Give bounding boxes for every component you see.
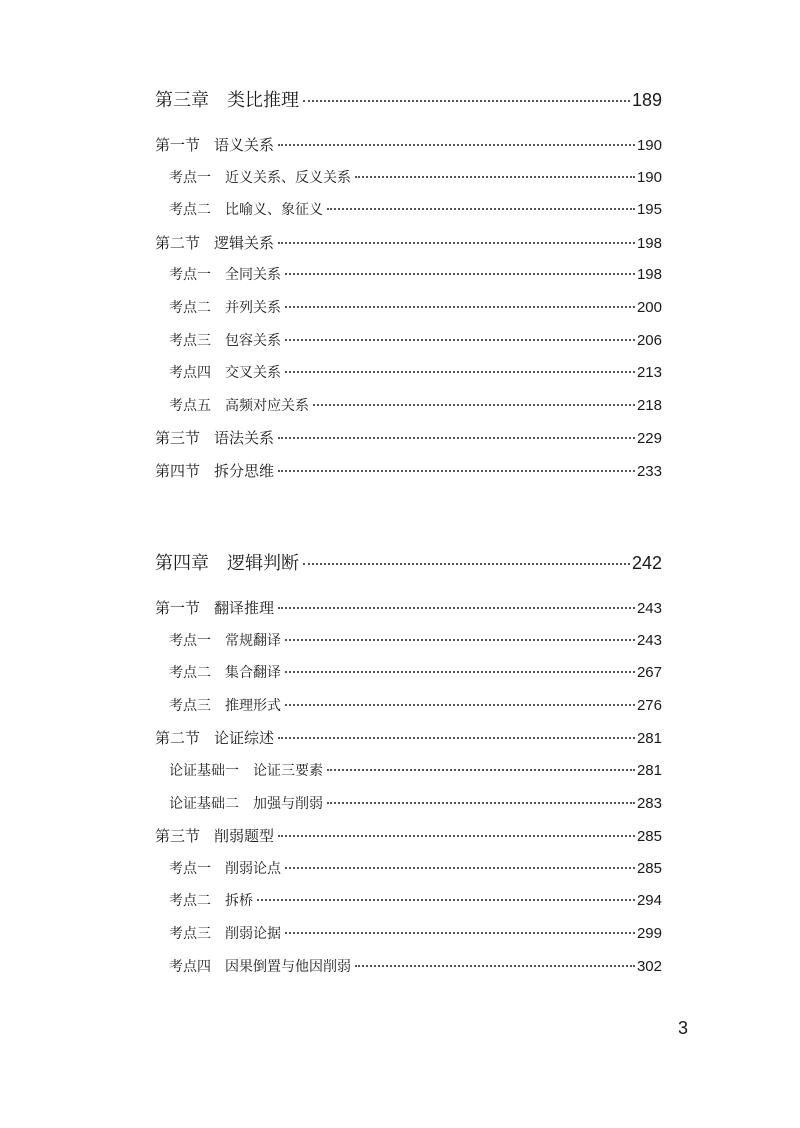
toc-entry-page: 200 — [636, 299, 662, 316]
toc-entry-label — [169, 793, 323, 813]
toc-entry-page: 243 — [636, 600, 662, 617]
toc-entry-title: 近义关系、反义关系 — [225, 169, 351, 186]
toc-entry-code: 考点一 — [169, 267, 211, 284]
toc-entry-code: 第三章 — [155, 90, 209, 111]
toc-point[interactable] — [155, 890, 662, 910]
toc-entry-label — [155, 232, 274, 253]
dot-leader — [355, 176, 635, 178]
toc-entry-page: 198 — [636, 234, 662, 252]
toc-chapter[interactable] — [155, 549, 662, 575]
toc-entry-title: 论证三要素 — [253, 763, 323, 779]
toc-entry-code: 第一节 — [155, 599, 201, 617]
toc-entry-code: 考点三 — [169, 332, 211, 349]
toc-entry-label — [169, 395, 309, 415]
toc-entry-title: 语法关系 — [214, 429, 275, 448]
toc-entry-code: 论证基础二 — [169, 795, 239, 812]
toc-point[interactable] — [155, 695, 662, 715]
toc-entry-code: 第二节 — [155, 729, 201, 748]
toc-entry-label — [169, 956, 351, 976]
toc-entry-label — [169, 199, 323, 219]
toc-entry-page: 243 — [636, 631, 662, 649]
dot-leader — [285, 306, 635, 308]
toc-entry-page: 190 — [636, 168, 662, 186]
toc-entry-code: 第四节 — [155, 462, 201, 480]
toc-point[interactable] — [155, 956, 662, 976]
toc-entry-page: 294 — [636, 892, 662, 910]
toc-entry-page: 302 — [636, 957, 662, 975]
toc-entry-page: 283 — [636, 794, 662, 812]
toc-entry-title: 集合翻译 — [225, 665, 281, 682]
toc-entry-label — [169, 167, 351, 187]
dot-leader — [327, 769, 635, 771]
dot-leader — [278, 437, 635, 439]
toc-entry-page: 281 — [636, 762, 662, 779]
toc-entry-page: 299 — [636, 925, 662, 942]
toc-entry-code: 第三节 — [155, 827, 201, 846]
dot-leader — [355, 965, 635, 967]
toc-entry-page: 276 — [636, 696, 662, 714]
toc-entry-label — [155, 825, 274, 846]
toc-section[interactable] — [155, 727, 662, 748]
toc-entry-title: 全同关系 — [225, 267, 281, 284]
toc-entry-label — [169, 630, 281, 650]
toc-point[interactable] — [155, 793, 662, 813]
toc-entry-page: 218 — [636, 396, 662, 414]
toc-entry-label — [169, 695, 281, 715]
toc-entry-title: 常规翻译 — [225, 632, 281, 649]
toc-entry-title: 推理形式 — [225, 697, 281, 714]
toc-entry-page: 229 — [636, 430, 662, 448]
toc-entry-code: 第一节 — [155, 136, 201, 154]
dot-leader — [278, 737, 635, 739]
toc-entry-code: 第三节 — [155, 429, 201, 448]
toc-section[interactable] — [155, 825, 662, 846]
toc-entry-page: 206 — [636, 331, 662, 349]
toc-entry-code: 考点五 — [169, 397, 211, 414]
toc-entry-code: 考点四 — [169, 365, 211, 382]
toc-point[interactable] — [155, 297, 662, 317]
toc-entry-code: 考点一 — [169, 860, 211, 877]
toc-point[interactable] — [155, 362, 662, 382]
toc-entry-page: 267 — [636, 664, 662, 682]
toc-entry-code: 考点二 — [169, 202, 211, 219]
toc-entry-code: 考点三 — [169, 926, 211, 942]
dot-leader — [303, 100, 630, 102]
toc-entry-title: 拆桥 — [225, 893, 253, 910]
toc-entry-label — [169, 330, 281, 350]
dot-leader — [278, 835, 635, 837]
toc-entry-code: 考点一 — [169, 169, 211, 186]
toc-entry-title: 语义关系 — [214, 136, 275, 154]
toc-entry-code: 考点二 — [169, 893, 211, 910]
toc-entry-label — [169, 662, 281, 682]
toc-entry-page: 281 — [636, 730, 662, 748]
toc-section[interactable] — [155, 134, 662, 155]
dot-leader — [285, 671, 635, 673]
toc-entry-code: 考点一 — [169, 632, 211, 649]
toc-entry-page: 198 — [636, 266, 662, 284]
dot-leader — [278, 607, 635, 609]
toc-entry-label — [155, 134, 274, 155]
toc-entry-label — [169, 760, 323, 780]
toc-entry-title: 加强与削弱 — [253, 795, 323, 812]
toc-entry-title: 削弱论据 — [225, 926, 281, 942]
toc-entry-title: 比喻义、象征义 — [225, 202, 323, 219]
toc-point[interactable] — [155, 630, 662, 650]
dot-leader — [327, 802, 635, 804]
dot-leader — [257, 899, 635, 901]
toc-entry-page: 242 — [631, 553, 662, 573]
toc-entry-label — [169, 923, 281, 943]
toc-entry-label — [155, 727, 274, 748]
toc-entry-label — [155, 427, 274, 448]
dot-leader — [285, 639, 635, 641]
toc-section[interactable] — [155, 427, 662, 448]
dot-leader — [285, 371, 635, 373]
toc-entry-code: 考点三 — [169, 697, 211, 714]
toc-entry-code: 考点四 — [169, 958, 211, 975]
toc-point[interactable] — [155, 199, 662, 219]
dot-leader — [285, 932, 635, 934]
toc-entry-label — [169, 297, 281, 317]
toc-chapter[interactable] — [155, 86, 662, 112]
toc-entry-title: 削弱论点 — [225, 860, 281, 877]
toc-entry-page: 285 — [636, 828, 662, 846]
dot-leader — [278, 470, 635, 472]
toc-entry-title: 翻译推理 — [214, 599, 275, 617]
toc-entry-title: 因果倒置与他因削弱 — [225, 958, 351, 975]
toc-entry-page: 285 — [636, 859, 662, 877]
dot-leader — [285, 339, 635, 341]
toc-entry-page: 233 — [636, 463, 662, 480]
dot-leader — [313, 404, 635, 406]
toc-point[interactable] — [155, 264, 662, 284]
toc-point[interactable] — [155, 662, 662, 682]
dot-leader — [285, 704, 635, 706]
toc-entry-page: 195 — [636, 201, 662, 219]
toc-entry-title: 逻辑关系 — [214, 233, 275, 252]
toc-entry-code: 第四章 — [155, 553, 209, 574]
toc-entry-page: 189 — [631, 90, 662, 110]
toc-entry-label — [169, 890, 253, 910]
toc-point[interactable] — [155, 395, 662, 415]
dot-leader — [278, 242, 635, 244]
toc-entry-label — [155, 597, 274, 618]
toc-entry-page: 190 — [636, 137, 662, 154]
dot-leader — [285, 867, 635, 869]
toc-entry-title: 类比推理 — [227, 90, 299, 111]
toc-entry-code: 论证基础一 — [169, 763, 239, 779]
toc-entry-title: 论证综述 — [214, 729, 275, 748]
toc-entry-title: 交叉关系 — [225, 365, 281, 382]
toc-point[interactable] — [155, 858, 662, 878]
dot-leader — [303, 563, 630, 565]
toc-entry-code: 考点二 — [169, 300, 211, 316]
page-number: 3 — [678, 1018, 689, 1038]
dot-leader — [327, 208, 635, 210]
toc-point[interactable] — [155, 167, 662, 187]
toc-entry-label — [169, 858, 281, 878]
toc-entry-title: 拆分思维 — [214, 462, 275, 480]
toc-point[interactable] — [155, 760, 662, 780]
toc-entry-code: 考点二 — [169, 665, 211, 682]
toc-entry-page: 213 — [636, 364, 662, 382]
toc-entry-label — [155, 86, 299, 112]
toc-section[interactable] — [155, 460, 662, 481]
toc-section[interactable] — [155, 597, 662, 618]
toc-entry-title: 包容关系 — [225, 332, 281, 349]
toc-entry-title: 逻辑判断 — [227, 553, 299, 574]
toc-entry-label — [169, 362, 281, 382]
dot-leader — [285, 273, 635, 275]
toc-entry-label — [155, 460, 274, 481]
toc-entry-label — [155, 549, 299, 575]
toc-point[interactable] — [155, 923, 662, 943]
toc-section[interactable] — [155, 232, 662, 253]
toc-point[interactable] — [155, 330, 662, 350]
toc-entry-title: 高频对应关系 — [225, 397, 309, 414]
toc-entry-title: 并列关系 — [225, 300, 281, 316]
dot-leader — [278, 144, 635, 146]
toc-entry-label — [169, 264, 281, 284]
toc-entry-code: 第二节 — [155, 233, 201, 252]
toc-entry-title: 削弱题型 — [214, 827, 275, 846]
